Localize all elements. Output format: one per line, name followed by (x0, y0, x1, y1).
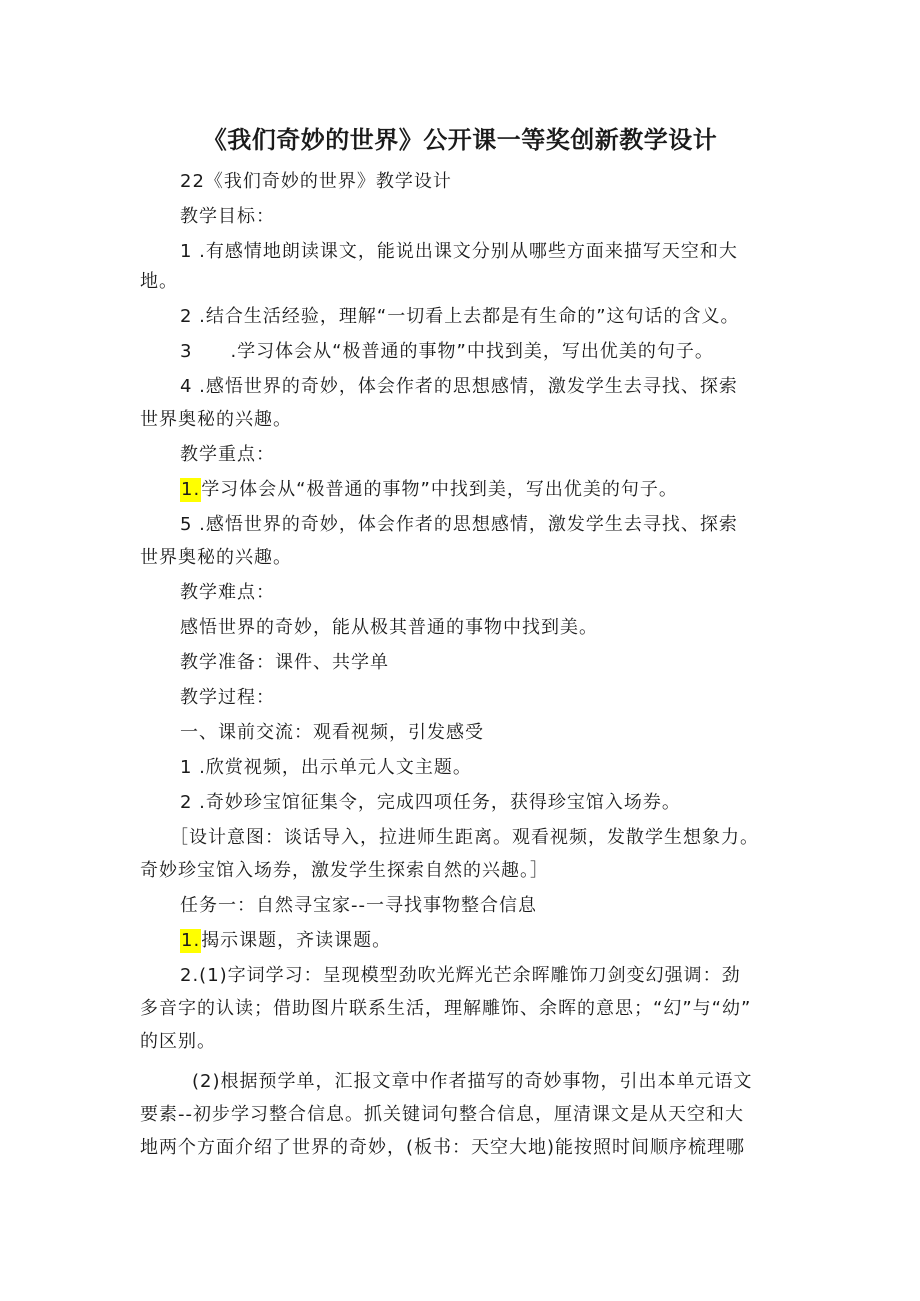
highlighted-number: 1. (181, 479, 201, 500)
step-1-heading: 一、课前交流：观看视频，引发感受 (180, 722, 484, 743)
keypoint-1 (180, 478, 678, 502)
keypoint-5-line-a: 5 .感悟世界的奇妙，体会作者的思想感情，激发学生去寻找、探索 (180, 514, 738, 535)
preparation: 教学准备：课件、共学单 (180, 652, 389, 673)
goals-heading: 教学目标： (180, 206, 275, 227)
keypoints-heading: 教学重点： (180, 444, 275, 465)
step-1-item-1: 1 .欣赏视频，出示单元人文主题。 (180, 757, 472, 778)
keypoint-1-text: 学习体会从“极普通的事物”中找到美，写出优美的句子。 (201, 479, 678, 500)
goal-4-line-a: 4 .感悟世界的奇妙，体会作者的思想感情，激发学生去寻找、探索 (180, 376, 738, 397)
task-1-item-2-2-line-b: 要素--初步学习整合信息。抓关键词句整合信息，厘清课文是从天空和大 (140, 1104, 744, 1125)
design-intent-line-a: ［设计意图：谈话导入，拉进师生距离。观看视频，发散学生想象力。 (170, 827, 759, 848)
difficulty-heading: 教学难点： (180, 582, 275, 603)
keypoint-5-line-b: 世界奥秘的兴趣。 (140, 547, 292, 568)
step-1-item-2: 2 .奇妙珍宝馆征集令，完成四项任务，获得珍宝馆入场券。 (180, 792, 681, 813)
subtitle: 22《我们奇妙的世界》教学设计 (180, 171, 452, 192)
goal-3: 3 .学习体会从“极普通的事物”中找到美，写出优美的句子。 (180, 341, 714, 362)
task-1-item-2-line-a: 2.(1)字词学习：呈现模型劲吹光辉光芒余晖雕饰刀剑变幻强调：劲 (180, 965, 741, 986)
task-1-item-2-2-line-c: 地两个方面介绍了世界的奇妙，(板书：天空大地)能按照时间顺序梳理哪 (140, 1137, 746, 1158)
design-intent-line-b: 奇妙珍宝馆入场券，激发学生探索自然的兴趣。］ (140, 860, 549, 881)
goal-4-line-b: 世界奥秘的兴趣。 (140, 409, 292, 430)
highlighted-number: 1. (181, 930, 201, 951)
task-1-heading: 任务一：自然寻宝家--一寻找事物整合信息 (180, 895, 537, 916)
goal-2: 2 .结合生活经验，理解“一切看上去都是有生命的”这句话的含义。 (180, 306, 740, 327)
goal-1-line-a: 1 .有感情地朗读课文，能说出课文分别从哪些方面来描写天空和大 (180, 241, 738, 262)
process-heading: 教学过程： (180, 687, 275, 708)
task-1-item-1-text: 揭示课题，齐读课题。 (201, 930, 392, 951)
task-1-item-2-line-c: 的区别。 (140, 1031, 216, 1052)
task-1-item-2-line-b: 多音字的认读；借助图片联系生活，理解雕饰、余晖的意思；“幻”与“幼” (140, 998, 752, 1019)
document-title: 《我们奇妙的世界》公开课一等奖创新教学设计 (202, 126, 718, 154)
task-1-item-2-2-line-a: (2)根据预学单，汇报文章中作者描写的奇妙事物，引出本单元语文 (192, 1071, 753, 1092)
difficulty-text: 感悟世界的奇妙，能从极其普通的事物中找到美。 (180, 617, 598, 638)
goal-1-line-b: 地。 (140, 271, 178, 292)
task-1-item-1 (180, 929, 391, 953)
